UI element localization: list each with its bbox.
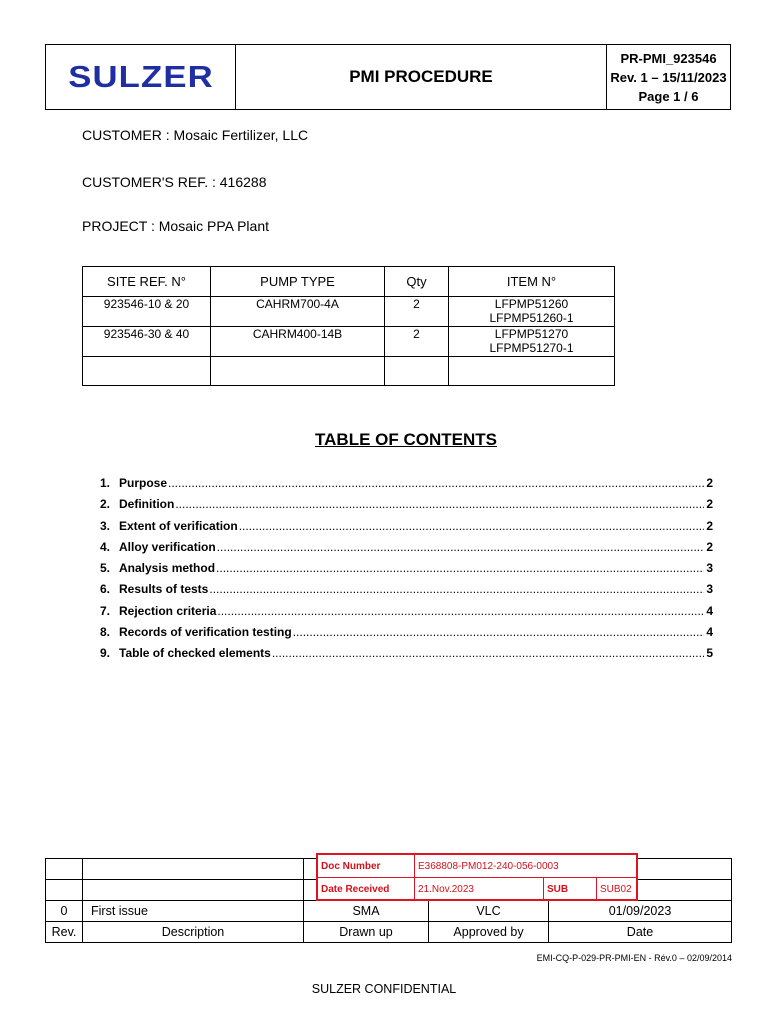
- toc-entry-rejection-criteria[interactable]: [100, 604, 713, 625]
- document-title: PMI PROCEDURE: [236, 45, 607, 109]
- stamp-row-doc-number: [318, 855, 636, 878]
- description-cell: First issue: [83, 901, 304, 922]
- toc-number: 9.: [100, 646, 111, 661]
- toc-entry-purpose[interactable]: [100, 476, 713, 497]
- toc-leader: [209, 582, 704, 596]
- empty-cell: [211, 357, 385, 386]
- site-ref-cell: 923546-10 & 20: [83, 297, 211, 327]
- toc-leader: [175, 497, 704, 511]
- revision-header-row: [46, 922, 732, 943]
- toc-number: 4.: [100, 539, 111, 554]
- toc-leader: [272, 646, 704, 660]
- drawn-up-cell: SMA: [304, 901, 429, 922]
- toc-label: Analysis method: [119, 561, 216, 576]
- toc-label: Alloy verification: [119, 539, 216, 554]
- toc-entry-table-of-checked-elements[interactable]: [100, 646, 713, 667]
- toc-leader: [239, 519, 704, 533]
- rev-cell: 0: [46, 901, 83, 922]
- toc-leader: [216, 561, 704, 575]
- pumps-table-header: [83, 267, 615, 297]
- stamp-row-date-received: [318, 878, 636, 900]
- item-no-cell: [449, 297, 615, 327]
- toc-page: 3: [706, 582, 713, 597]
- toc-number: 5.: [100, 561, 111, 576]
- toc-entry-analysis-method[interactable]: [100, 561, 713, 582]
- description-header: Description: [83, 922, 304, 943]
- toc-label: Table of checked elements: [119, 646, 271, 661]
- form-reference: EMI-CQ-P-029-PR-PMI-EN - Rév.0 – 02/09/2014: [536, 953, 732, 963]
- empty-cell: [83, 357, 211, 386]
- empty-cell: [83, 859, 304, 880]
- document-number: PR-PMI_923546: [620, 50, 717, 66]
- logo-cell: [46, 45, 236, 109]
- empty-cell: [385, 357, 449, 386]
- toc-label: Purpose: [119, 476, 168, 490]
- toc-number: 3.: [100, 518, 111, 533]
- drawn-up-header: Drawn up: [304, 922, 429, 943]
- empty-cell: [83, 880, 304, 901]
- date-cell: 01/09/2023: [549, 901, 732, 922]
- toc-page: 2: [706, 476, 713, 490]
- toc-page: 4: [706, 603, 713, 618]
- item-no-2: LFPMP51270-1: [489, 341, 574, 355]
- col-header-item-no: ITEM N°: [449, 267, 615, 297]
- pumps-table: [82, 266, 615, 386]
- doc-number-label: Doc Number: [321, 860, 381, 872]
- empty-cell: [46, 880, 83, 901]
- table-row: [83, 297, 615, 327]
- qty-cell: 2: [385, 327, 449, 357]
- item-no-1: LFPMP51260: [494, 297, 569, 311]
- toc-number: 2.: [100, 497, 111, 512]
- col-header-site-ref: SITE REF. N°: [83, 267, 211, 297]
- date-received-label: Date Received: [321, 883, 390, 895]
- item-no-1: LFPMP51270: [494, 327, 569, 341]
- pump-type-cell: CAHRM400-14B: [211, 327, 385, 357]
- toc-page: 3: [706, 561, 713, 576]
- sub-value: SUB02: [596, 878, 636, 900]
- toc-entry-extent-of-verification[interactable]: [100, 519, 713, 540]
- sub-label: SUB: [543, 878, 596, 900]
- customer-ref-line: CUSTOMER'S REF. : 416288: [82, 174, 267, 190]
- item-no-2: LFPMP51260-1: [489, 311, 574, 325]
- approved-by-header: Approved by: [429, 922, 549, 943]
- toc-leader: [217, 604, 704, 618]
- toc-page: 2: [706, 497, 713, 512]
- item-no-cell: [449, 327, 615, 357]
- toc-entry-results-of-tests[interactable]: [100, 582, 713, 603]
- sulzer-logo: SULZER: [67, 59, 214, 94]
- toc-page: 4: [706, 625, 713, 640]
- toc-number: 8.: [100, 625, 111, 640]
- toc-label: Results of tests: [119, 582, 209, 597]
- toc-page: 2: [706, 539, 713, 554]
- toc-page: 2: [706, 518, 713, 533]
- table-row-empty: [83, 357, 615, 386]
- toc-leader: [293, 625, 704, 639]
- toc-leader: [217, 540, 704, 554]
- toc-entry-definition[interactable]: [100, 497, 713, 518]
- rev-header: Rev.: [46, 922, 83, 943]
- col-header-qty: Qty: [385, 267, 449, 297]
- site-ref-cell: 923546-30 & 40: [83, 327, 211, 357]
- toc-heading: TABLE OF CONTENTS: [315, 430, 497, 449]
- toc-label: Rejection criteria: [119, 603, 217, 618]
- document-revision: Rev. 1 – 15/11/2023: [610, 69, 727, 85]
- toc-label: Definition: [119, 497, 175, 512]
- table-row: [83, 327, 615, 357]
- pump-type-cell: CAHRM700-4A: [211, 297, 385, 327]
- document-header: [45, 44, 731, 110]
- date-header: Date: [549, 922, 732, 943]
- toc-entry-records-of-verification-testing[interactable]: [100, 625, 713, 646]
- empty-cell: [449, 357, 615, 386]
- toc-number: 1.: [100, 476, 111, 490]
- confidentiality-notice: SULZER CONFIDENTIAL: [311, 982, 457, 996]
- revision-row: [46, 901, 732, 922]
- project-line: PROJECT : Mosaic PPA Plant: [82, 218, 269, 234]
- toc-leader: [168, 476, 704, 490]
- empty-cell: [46, 859, 83, 880]
- doc-number-value: E368808-PM012-240-056-0003: [414, 855, 636, 877]
- table-of-contents: [100, 476, 713, 668]
- toc-label: Records of verification testing: [119, 625, 292, 640]
- toc-label: Extent of verification: [119, 518, 238, 533]
- date-received-value: 21.Nov.2023: [414, 878, 543, 900]
- approved-by-cell: VLC: [429, 901, 549, 922]
- col-header-pump-type: PUMP TYPE: [211, 267, 385, 297]
- toc-page: 5: [706, 646, 713, 661]
- customer-line: CUSTOMER : Mosaic Fertilizer, LLC: [82, 127, 309, 143]
- toc-number: 6.: [100, 582, 111, 597]
- qty-cell: 2: [385, 297, 449, 327]
- page-number: Page 1 / 6: [638, 88, 699, 104]
- toc-number: 7.: [100, 603, 111, 618]
- document-received-stamp: [316, 853, 638, 901]
- toc-entry-alloy-verification[interactable]: [100, 540, 713, 561]
- document-reference-cell: [607, 45, 730, 109]
